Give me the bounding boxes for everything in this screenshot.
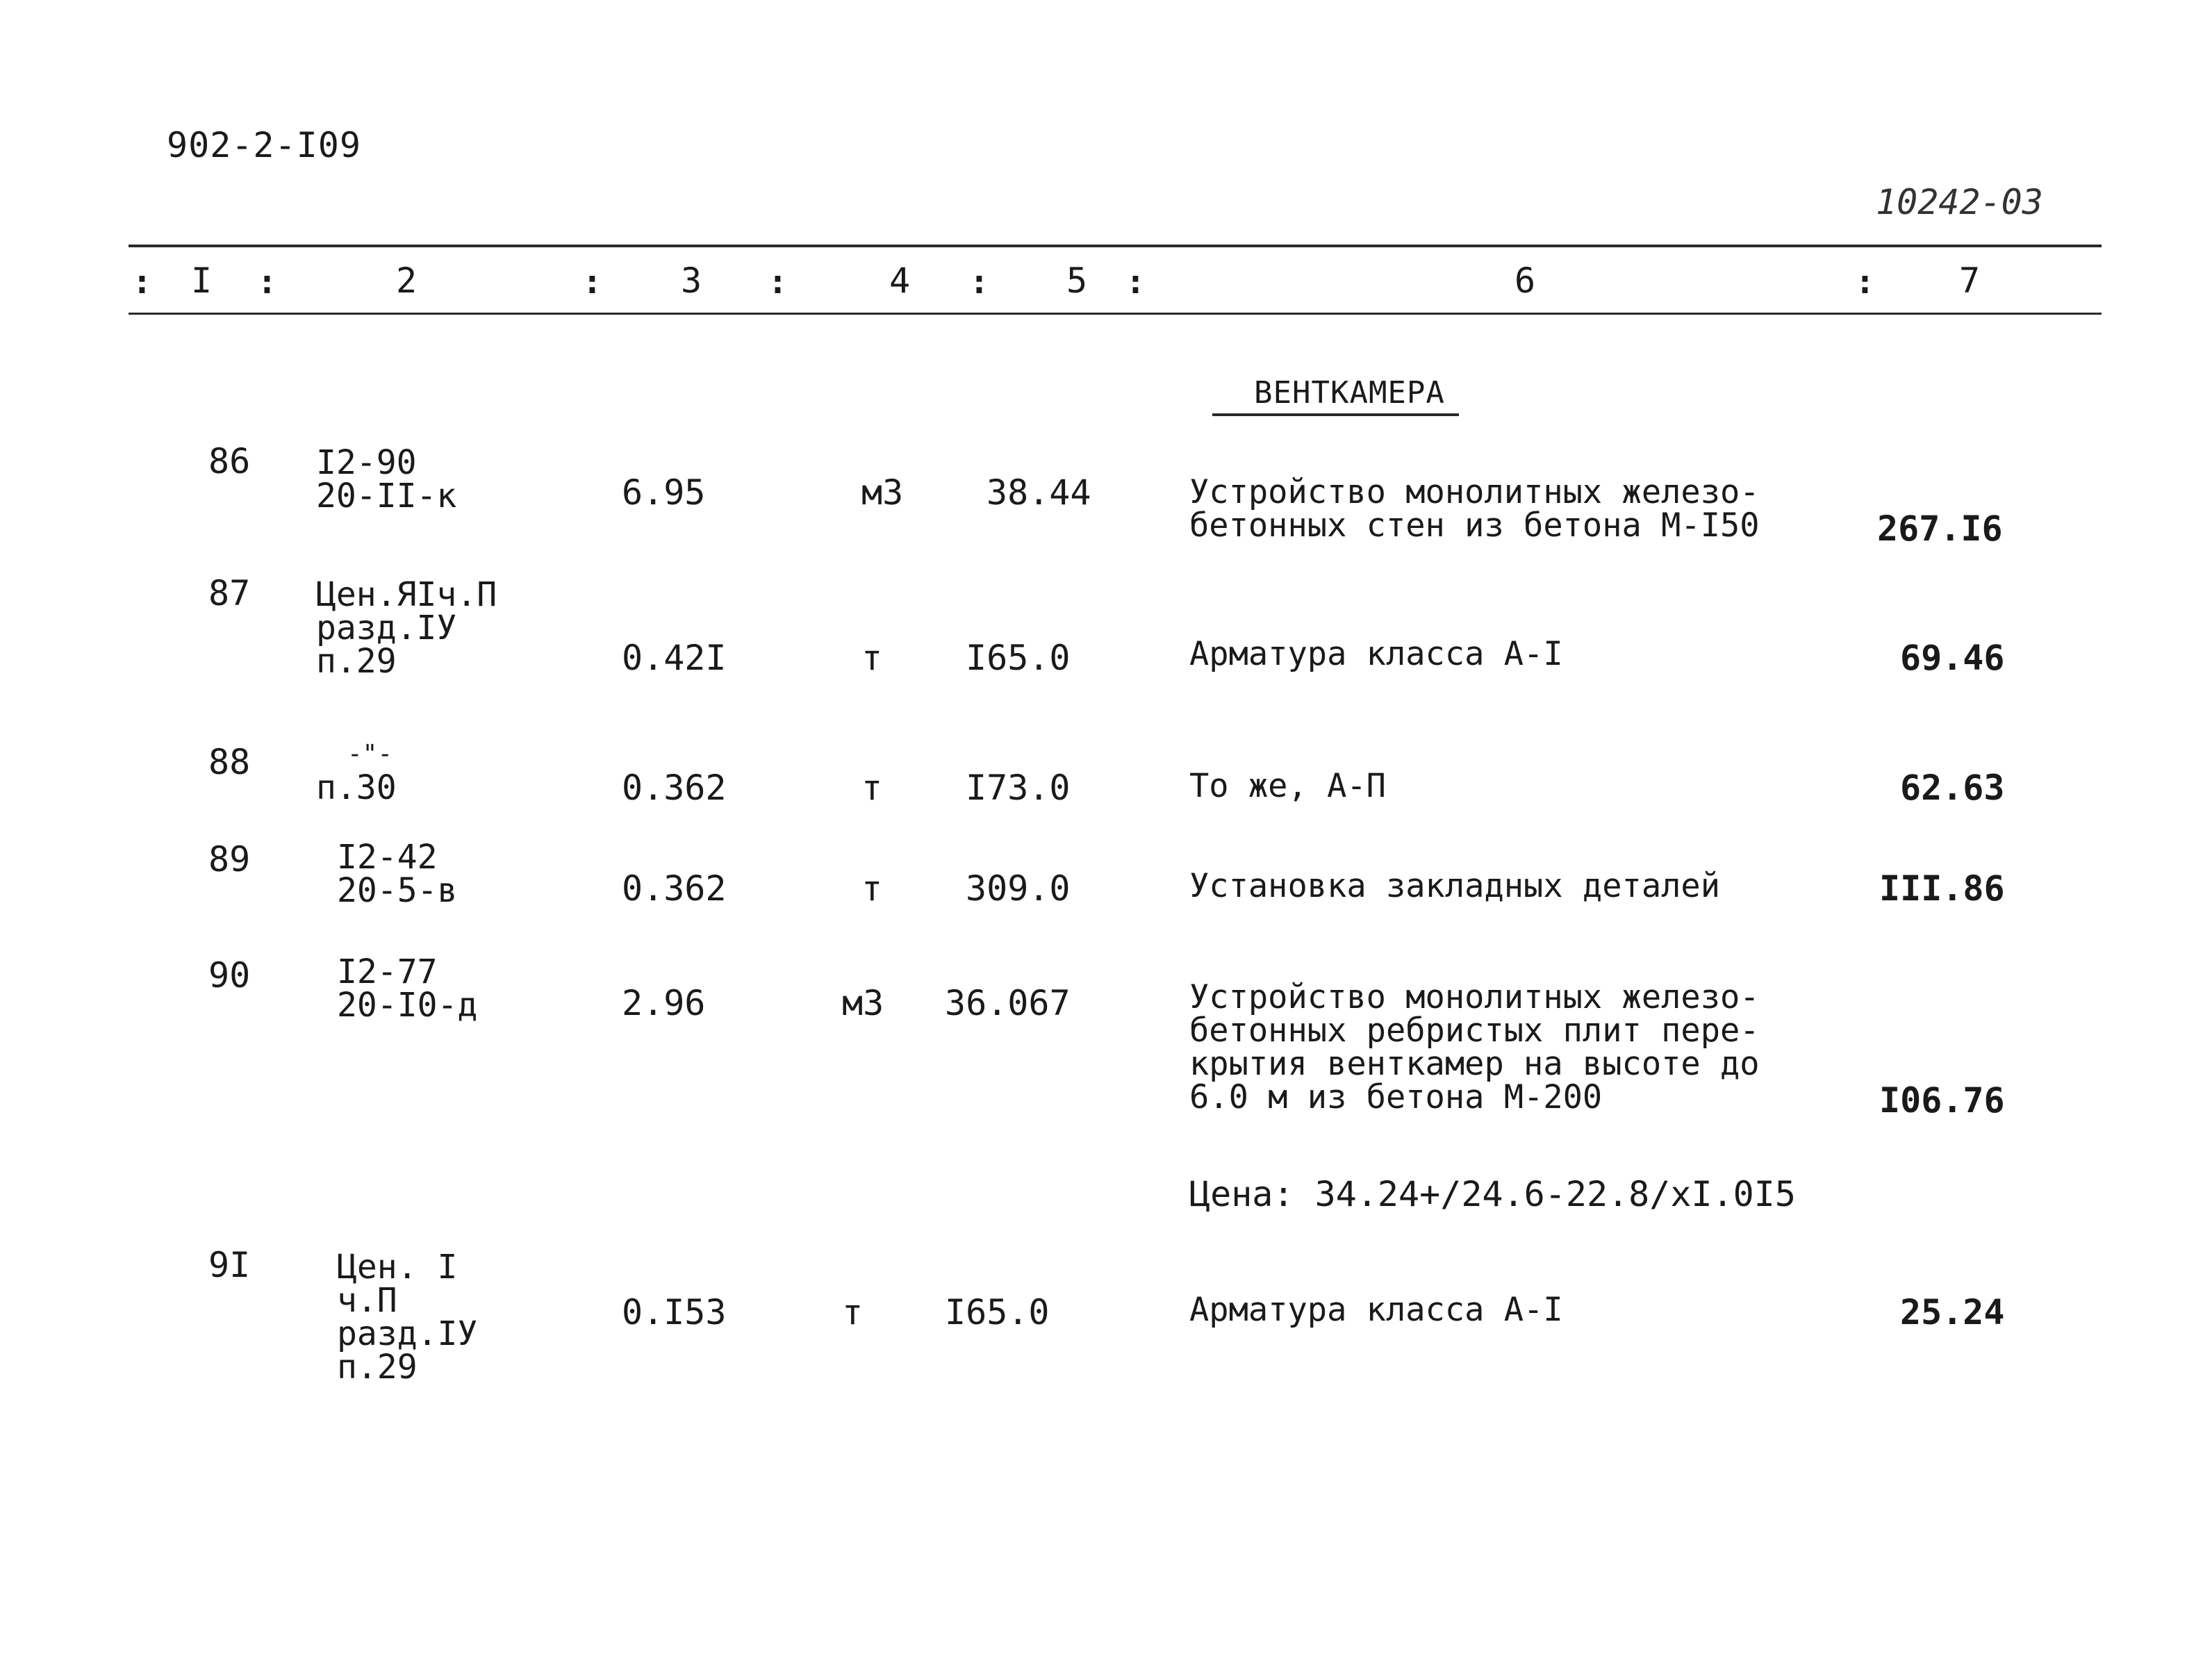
row-code-line: п.29 <box>337 1348 418 1387</box>
row-quantity: 6.95 <box>622 472 706 513</box>
row-description-line: 6.0 м из бетона М-200 <box>1189 1078 1603 1116</box>
row-code-line: I2-77 <box>337 952 438 991</box>
row-code-line: Цен. I <box>337 1248 458 1287</box>
row-total: 69.46 <box>1900 638 2005 678</box>
row-code-line: п.29 <box>316 642 397 681</box>
row-number: 87 <box>208 573 251 613</box>
header-col-7: 7 <box>1959 261 1981 301</box>
row-unit-price: I65.0 <box>966 638 1071 678</box>
row-code-line: ч.П <box>337 1281 397 1320</box>
row-code-line: 20-I0-д <box>337 986 478 1025</box>
row-unit-price: 36.067 <box>945 983 1071 1023</box>
document-code: 902-2-I09 <box>167 125 361 165</box>
row-number: 90 <box>208 955 251 996</box>
row-unit: т <box>861 868 883 909</box>
row-code-line: п.30 <box>316 768 397 807</box>
row-number: 86 <box>208 441 251 481</box>
row-code-line: 20-5-в <box>337 871 458 910</box>
header-col-2: 2 <box>396 261 418 301</box>
row-quantity: 0.362 <box>622 868 727 909</box>
header-col-4: 4 <box>889 261 911 301</box>
header-separator: : <box>132 263 152 301</box>
row-description-line: Устройство монолитных железо- <box>1189 473 1760 511</box>
row-description-line: крытия венткамер на высоте до <box>1189 1045 1760 1083</box>
row-code-line: Цен.ЯIч.П <box>316 575 497 614</box>
header-col-1: I <box>191 261 213 301</box>
row-description-line: Арматура класса А-I <box>1189 1291 1563 1329</box>
row-description-line: бетонных стен из бетона М-I50 <box>1189 506 1760 545</box>
table-header-bottom-rule <box>129 313 2102 315</box>
row-description-line: Установка закладных деталей <box>1189 867 1721 905</box>
header-col-5: 5 <box>1066 261 1088 301</box>
row-unit: т <box>842 1292 864 1332</box>
row-number: 89 <box>208 839 251 879</box>
row-description-line: То же, А-П <box>1189 767 1386 805</box>
header-col-6: 6 <box>1514 261 1536 301</box>
row-code-line: разд.IУ <box>316 609 457 647</box>
row-number: 9I <box>208 1245 251 1285</box>
row-unit: т <box>861 768 883 808</box>
row-total: I06.76 <box>1879 1080 2005 1121</box>
row-code-line: разд.IУ <box>337 1314 478 1353</box>
row-description-line: бетонных ребристых плит пере- <box>1189 1011 1760 1050</box>
header-separator: : <box>969 263 989 301</box>
header-separator: : <box>257 263 277 301</box>
header-separator: : <box>768 263 788 301</box>
row-unit: т <box>861 638 883 678</box>
section-title: ВЕНТКАМЕРА <box>1212 375 1459 416</box>
row-quantity: 2.96 <box>622 983 706 1023</box>
table-top-rule <box>129 245 2102 247</box>
row-number: 88 <box>208 742 251 782</box>
row-unit-price: 309.0 <box>966 868 1071 909</box>
header-col-3: 3 <box>681 261 702 301</box>
row-code-line: 20-II-к <box>316 477 457 515</box>
row-total: III.86 <box>1879 868 2005 909</box>
row-description-line: Арматура класса А-I <box>1189 635 1563 673</box>
row-unit-price: I65.0 <box>945 1292 1050 1332</box>
header-separator: : <box>582 263 602 301</box>
header-separator: : <box>1855 263 1875 301</box>
row-unit-price: 38.44 <box>987 472 1091 513</box>
sheet-number: 10242-03 <box>1876 182 2043 222</box>
row-code-line: -"- <box>347 740 393 768</box>
row-total: 25.24 <box>1900 1292 2005 1332</box>
row-unit: м3 <box>842 983 884 1023</box>
row-unit: м3 <box>861 472 904 513</box>
row-total: 267.I6 <box>1877 509 2003 549</box>
row-code-line: I2-90 <box>316 443 417 482</box>
row-quantity: 0.I53 <box>622 1292 727 1332</box>
row-unit-price: I73.0 <box>966 768 1071 808</box>
row-quantity: 0.362 <box>622 768 727 808</box>
header-separator: : <box>1125 263 1146 301</box>
row-total: 62.63 <box>1900 768 2005 808</box>
row-description-line: Устройство монолитных железо- <box>1189 978 1760 1016</box>
row-quantity: 0.42I <box>622 638 727 678</box>
price-note: Цена: 34.24+/24.6-22.8/xI.0I5 <box>1189 1174 1796 1214</box>
row-code-line: I2-42 <box>337 838 438 877</box>
